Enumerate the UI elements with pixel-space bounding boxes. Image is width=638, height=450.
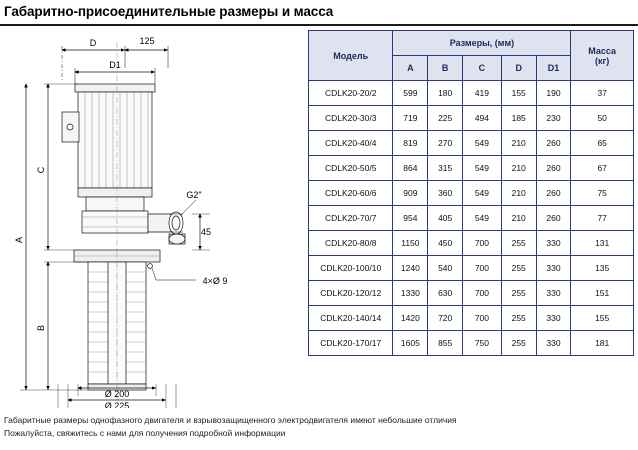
cell-a: 1605 (393, 331, 428, 356)
label-125: 125 (139, 36, 155, 46)
cell-a: 599 (393, 81, 428, 106)
cell-b: 270 (428, 131, 463, 156)
cell-c: 700 (463, 281, 502, 306)
cell-mass: 155 (571, 306, 634, 331)
cell-model: CDLK20-140/14 (309, 306, 393, 331)
cell-model: CDLK20-70/7 (309, 206, 393, 231)
cell-model: CDLK20-120/12 (309, 281, 393, 306)
dimensions-table-container (308, 30, 634, 356)
cell-model: CDLK20-170/17 (309, 331, 393, 356)
header-col-b: B (428, 56, 463, 81)
cell-d1: 260 (536, 156, 571, 181)
cell-b: 315 (428, 156, 463, 181)
cell-model: CDLK20-30/3 (309, 106, 393, 131)
cell-b: 630 (428, 281, 463, 306)
table-row (309, 331, 634, 356)
label-dia225: Ø 225 (104, 401, 130, 408)
cell-mass: 181 (571, 331, 634, 356)
cell-d1: 230 (536, 106, 571, 131)
label-c: C (36, 166, 46, 174)
cell-mass: 151 (571, 281, 634, 306)
cell-mass: 131 (571, 231, 634, 256)
table-row (309, 156, 634, 181)
cell-a: 954 (393, 206, 428, 231)
cell-model: CDLK20-100/10 (309, 256, 393, 281)
cell-model: CDLK20-50/5 (309, 156, 393, 181)
cell-b: 405 (428, 206, 463, 231)
cell-mass: 65 (571, 131, 634, 156)
cell-d: 255 (501, 281, 536, 306)
cell-c: 700 (463, 256, 502, 281)
cell-d: 255 (501, 231, 536, 256)
table-header-row-1 (309, 31, 634, 56)
header-col-d1: D1 (536, 56, 571, 81)
label-holes: 4×Ø 9 (202, 276, 228, 286)
cell-d1: 330 (536, 281, 571, 306)
cell-b: 855 (428, 331, 463, 356)
cell-model: CDLK20-20/2 (309, 81, 393, 106)
label-g2: G2" (186, 190, 202, 200)
cell-d1: 260 (536, 206, 571, 231)
cell-a: 819 (393, 131, 428, 156)
cell-d1: 330 (536, 331, 571, 356)
cell-d: 210 (501, 131, 536, 156)
label-b: B (36, 324, 46, 332)
table-row (309, 106, 634, 131)
cell-c: 549 (463, 181, 502, 206)
cell-d: 255 (501, 331, 536, 356)
table-row (309, 306, 634, 331)
label-a: A (14, 236, 24, 244)
cell-mass: 50 (571, 106, 634, 131)
cell-c: 549 (463, 156, 502, 181)
cell-d1: 260 (536, 181, 571, 206)
cell-mass: 37 (571, 81, 634, 106)
label-d-top: D (89, 38, 97, 48)
cell-d: 210 (501, 206, 536, 231)
footnote-line-1: Габаритные размеры однофазного двигателя и взрывозащищенного электродвигателя имеют небольшие отличия (4, 415, 457, 425)
cell-d1: 260 (536, 131, 571, 156)
cell-a: 1330 (393, 281, 428, 306)
label-d1: D1 (109, 60, 121, 70)
page-title: Габаритно-присоединительные размеры и масса (4, 4, 334, 19)
table-header (309, 31, 634, 81)
cell-d1: 330 (536, 231, 571, 256)
header-mass (571, 31, 634, 81)
cell-c: 750 (463, 331, 502, 356)
title-divider (0, 24, 638, 26)
header-model: Модель (309, 31, 393, 81)
cell-c: 700 (463, 306, 502, 331)
table-row (309, 231, 634, 256)
cell-d: 255 (501, 306, 536, 331)
cell-c: 494 (463, 106, 502, 131)
cell-mass: 67 (571, 156, 634, 181)
header-dimensions-group: Размеры, (мм) (393, 31, 571, 56)
cell-b: 450 (428, 231, 463, 256)
dimensions-table (308, 30, 634, 356)
footnotes (4, 414, 634, 440)
cell-c: 700 (463, 231, 502, 256)
cell-b: 540 (428, 256, 463, 281)
table-row (309, 81, 634, 106)
cell-d: 185 (501, 106, 536, 131)
table-row (309, 256, 634, 281)
cell-a: 909 (393, 181, 428, 206)
technical-drawing (0, 28, 305, 408)
header-mass-line1: Масса (588, 45, 617, 56)
table-row (309, 281, 634, 306)
table-row (309, 131, 634, 156)
cell-b: 180 (428, 81, 463, 106)
cell-a: 719 (393, 106, 428, 131)
header-mass-line2: (кг) (595, 55, 610, 66)
cell-d: 210 (501, 181, 536, 206)
cell-d1: 330 (536, 256, 571, 281)
cell-a: 1420 (393, 306, 428, 331)
cell-d1: 190 (536, 81, 571, 106)
cell-model: CDLK20-60/6 (309, 181, 393, 206)
cell-a: 1150 (393, 231, 428, 256)
cell-c: 419 (463, 81, 502, 106)
cell-b: 225 (428, 106, 463, 131)
table-row (309, 181, 634, 206)
cell-a: 1240 (393, 256, 428, 281)
cell-c: 549 (463, 131, 502, 156)
header-col-a: A (393, 56, 428, 81)
cell-model: CDLK20-40/4 (309, 131, 393, 156)
cell-d: 255 (501, 256, 536, 281)
cell-b: 720 (428, 306, 463, 331)
cell-mass: 75 (571, 181, 634, 206)
cell-mass: 135 (571, 256, 634, 281)
label-45: 45 (200, 227, 212, 237)
cell-b: 360 (428, 181, 463, 206)
cell-d1: 330 (536, 306, 571, 331)
label-dia200: Ø 200 (104, 389, 130, 399)
cell-c: 549 (463, 206, 502, 231)
cell-model: CDLK20-80/8 (309, 231, 393, 256)
cell-a: 864 (393, 156, 428, 181)
footnote-line-2: Пожалуйста, свяжитесь с нами для получения подробной информации (4, 428, 286, 438)
table-body (309, 81, 634, 356)
header-col-c: C (463, 56, 502, 81)
header-col-d: D (501, 56, 536, 81)
cell-d: 210 (501, 156, 536, 181)
table-row (309, 206, 634, 231)
cell-mass: 77 (571, 206, 634, 231)
cell-d: 155 (501, 81, 536, 106)
